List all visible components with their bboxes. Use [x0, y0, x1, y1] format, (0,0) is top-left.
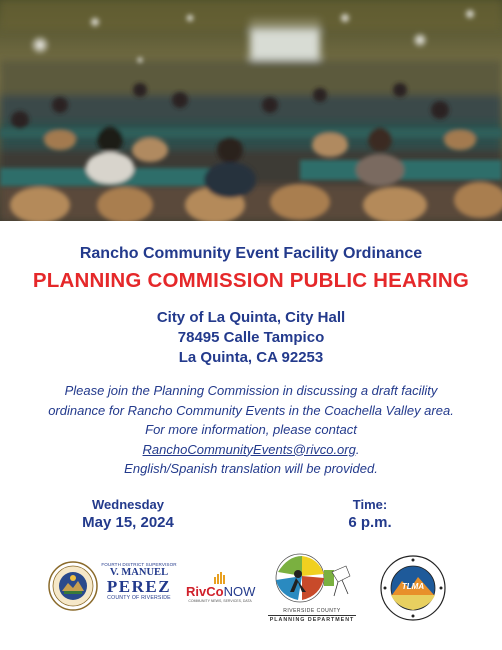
rivco-now-logo	[186, 572, 254, 606]
hearing-headline: PLANNING COMMISSION PUBLIC HEARING	[32, 269, 470, 292]
supervisor-perez-logo	[48, 561, 178, 611]
tlma-seal-logo	[380, 555, 446, 621]
message-line-email	[0, 440, 502, 460]
planning-dept-text: PLANNING DEPARTMENT	[269, 617, 355, 623]
rivco-bars-icon	[213, 572, 227, 584]
location-address	[0, 308, 502, 368]
planning-department-logo	[268, 552, 356, 622]
invitation-message	[0, 381, 502, 479]
address-line-3: La Quinta, CA 92253	[178, 349, 324, 366]
contact-email-link[interactable]: RanchoCommunityEvents@rivco.org	[142, 441, 356, 457]
message-line-2: ordinance for Rancho Community Events in the Coachella Valley area.	[48, 402, 454, 418]
event-time: 6 p.m.	[348, 514, 392, 531]
planning-county-text: RIVERSIDE COUNTY	[283, 608, 341, 614]
ordinance-subtitle: Rancho Community Event Facility Ordinance	[79, 245, 423, 262]
address-line-1: City of La Quinta, City Hall	[156, 309, 346, 326]
day-label: Wednesday	[91, 497, 164, 512]
county-seal-icon	[48, 561, 98, 611]
message-line-3: For more information, please contact	[145, 422, 357, 437]
supervisor-county-text: COUNTY OF RIVERSIDE	[107, 595, 171, 601]
email-suffix: .	[355, 441, 360, 457]
conference-hall-photo	[0, 0, 502, 221]
event-date: May 15, 2024	[82, 514, 174, 531]
supervisor-first-name: V. MANUEL	[109, 567, 169, 578]
rivco-word-part1: RivCo	[186, 584, 224, 599]
time-label: Time:	[352, 497, 388, 512]
rivco-word-part2: NOW	[223, 584, 256, 599]
message-line-1: Please join the Planning Commission in discussing a draft facility	[64, 383, 438, 398]
planning-emblem-icon	[268, 552, 356, 608]
supervisor-district-text: FOURTH DISTRICT SUPERVISOR	[101, 562, 177, 567]
supervisor-last-name: PEREZ	[106, 577, 172, 596]
rivco-tagline: COMMUNITY NEWS, SERVICES, DATA	[188, 599, 252, 603]
address-line-2: 78495 Calle Tampico	[177, 329, 325, 346]
message-line-5: English/Spanish translation will be provided.	[124, 461, 378, 476]
tlma-abbrev: TLMA	[401, 582, 425, 591]
